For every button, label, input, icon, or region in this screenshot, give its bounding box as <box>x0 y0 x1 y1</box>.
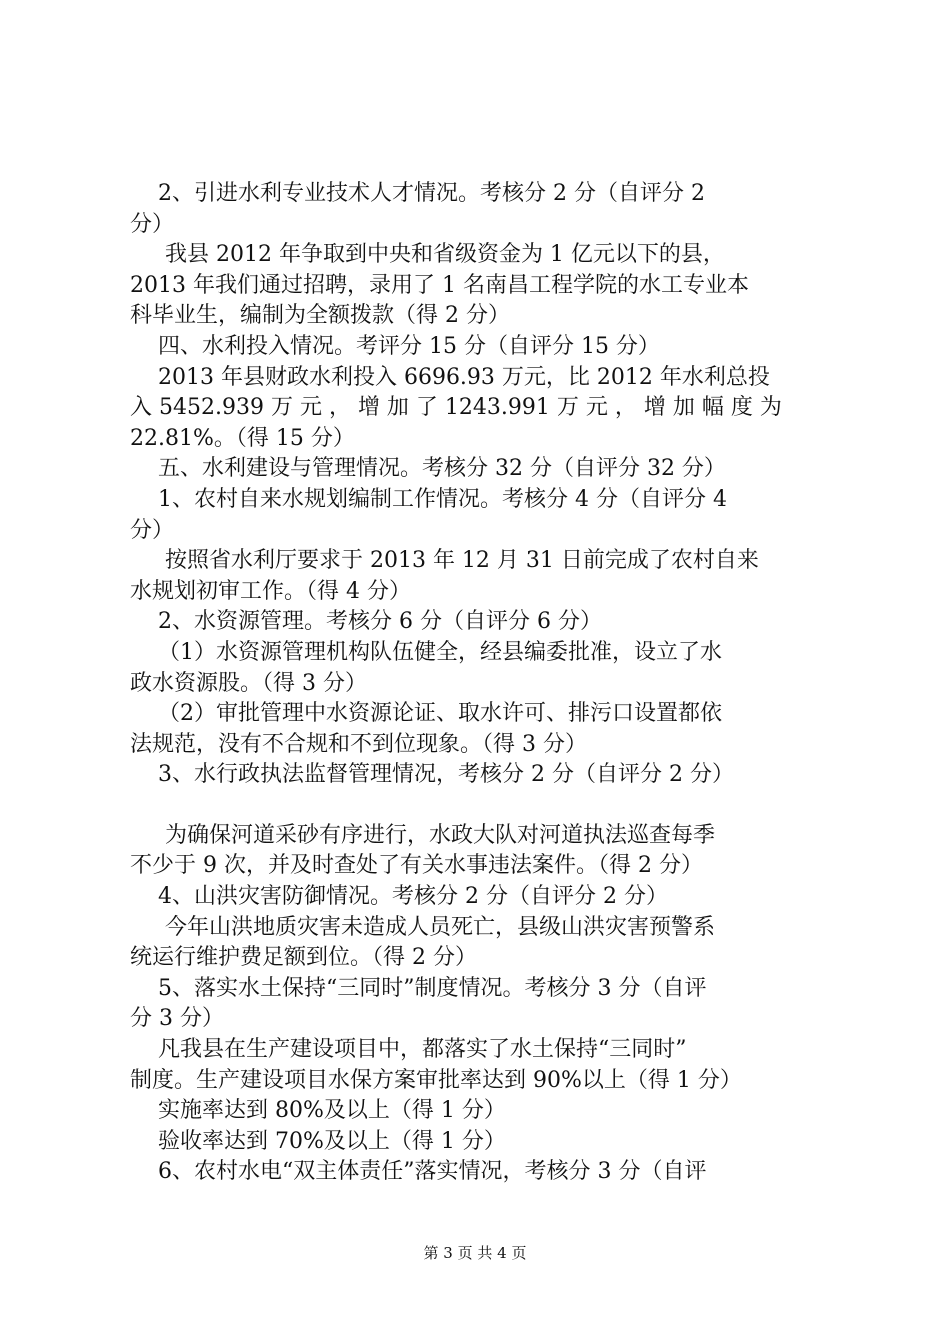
text-line: 水规划初审工作。（得 4 分） <box>130 578 411 604</box>
page-footer: 第 3 页 共 4 页 <box>423 1244 527 1262</box>
text-line: 6、农村水电“双主体责任”落实情况，考核分 3 分（自评 <box>130 1159 707 1185</box>
text-line: 22.81%。（得 15 分） <box>130 425 355 451</box>
text-line: （2）审批管理中水资源论证、取水许可、排污口设置都依 <box>130 701 722 727</box>
text-line: 政水资源股。（得 3 分） <box>130 670 367 696</box>
text-line: 五、水利建设与管理情况。考核分 32 分（自评分 32 分） <box>130 456 726 482</box>
paragraph-gap <box>130 791 832 821</box>
text-line: 实施率达到 80%及以上（得 1 分） <box>130 1098 506 1124</box>
text-line: 分） <box>130 517 175 543</box>
text-line: 我县 2012 年争取到中央和省级资金为 1 亿元以下的县， <box>130 242 725 268</box>
text-line: 四、水利投入情况。考评分 15 分（自评分 15 分） <box>130 333 660 359</box>
text-line: 为确保河道采砂有序进行，水政大队对河道执法巡查每季 <box>130 822 715 848</box>
body-block-b <box>130 821 832 1188</box>
text-line: 1、农村自来水规划编制工作情况。考核分 4 分（自评分 4 <box>130 486 727 512</box>
text-line: 4、山洪灾害防御情况。考核分 2 分（自评分 2 分） <box>130 884 668 910</box>
text-line: 分） <box>130 211 175 237</box>
text-line: 凡我县在生产建设项目中，都落实了水土保持“三同时” <box>130 1037 687 1063</box>
text-line: 今年山洪地质灾害未造成人员死亡，县级山洪灾害预警系 <box>130 914 715 940</box>
text-line: 统运行维护费足额到位。（得 2 分） <box>130 945 477 971</box>
text-line: 不少于 9 次，并及时查处了有关水事违法案件。（得 2 分） <box>130 853 703 879</box>
text-line: 5、落实水土保持“三同时”制度情况。考核分 3 分（自评 <box>130 975 707 1001</box>
text-line: 2、水资源管理。考核分 6 分（自评分 6 分） <box>130 609 602 635</box>
document-body <box>130 179 832 1188</box>
text-line: 入 5452.939 万 元 ， 增 加 了 1243.991 万 元 ， 增 加 幅 度 为 <box>130 395 782 421</box>
text-line: 2013 年我们通过招聘，录用了 1 名南昌工程学院的水工专业本 <box>130 272 749 298</box>
text-line: 法规范，没有不合规和不到位现象。（得 3 分） <box>130 731 587 757</box>
body-block-a <box>130 179 832 791</box>
text-line: 科毕业生，编制为全额拨款（得 2 分） <box>130 303 510 329</box>
text-line: 3、水行政执法监督管理情况，考核分 2 分（自评分 2 分） <box>130 762 734 788</box>
text-line: 验收率达到 70%及以上（得 1 分） <box>130 1128 506 1154</box>
text-line: 分 3 分） <box>130 1006 224 1032</box>
text-line: （1）水资源管理机构队伍健全，经县编委批准，设立了水 <box>130 639 722 665</box>
text-line: 制度。生产建设项目水保方案审批率达到 90%以上（得 1 分） <box>130 1067 742 1093</box>
text-line: 2、引进水利专业技术人才情况。考核分 2 分（自评分 2 <box>130 181 705 206</box>
text-line: 按照省水利厅要求于 2013 年 12 月 31 日前完成了农村自来 <box>130 548 759 574</box>
text-line: 2013 年县财政水利投入 6696.93 万元，比 2012 年水利总投 <box>130 364 770 390</box>
